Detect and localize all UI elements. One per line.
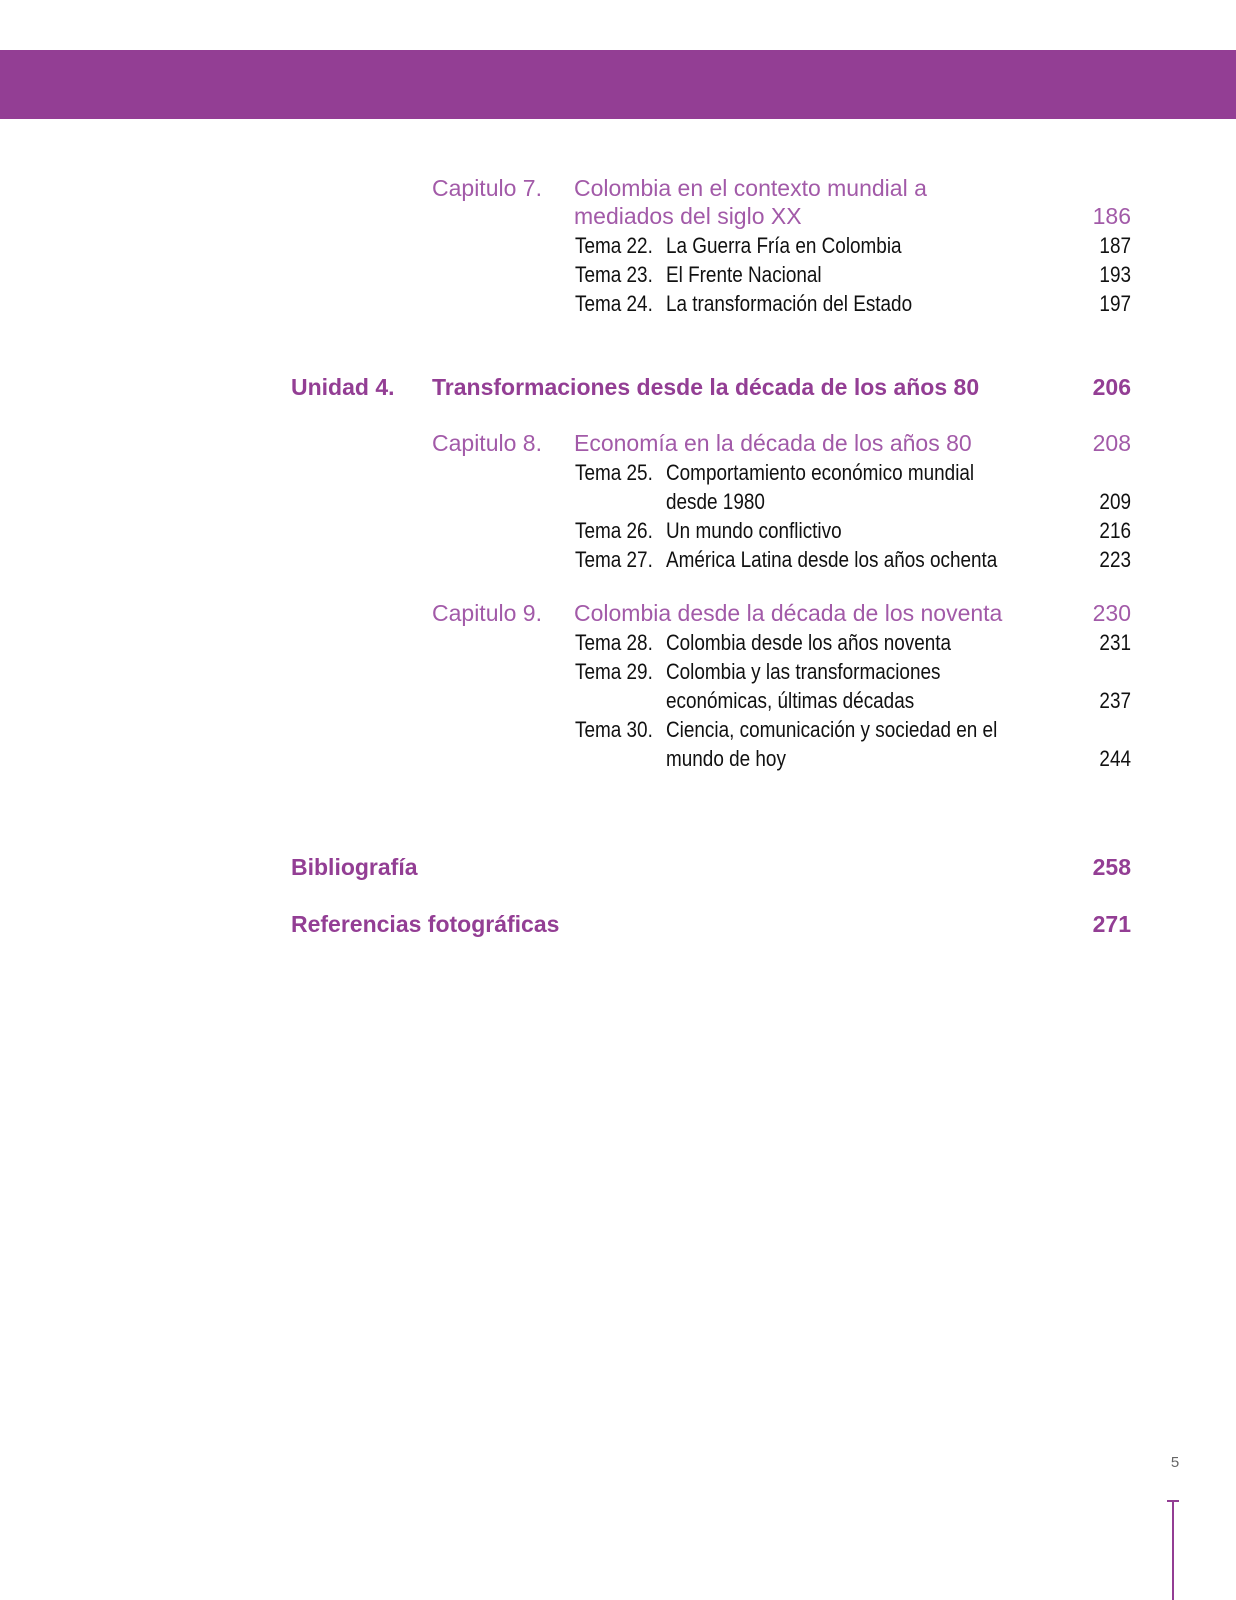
chapter-7-title-line1: Colombia en el contexto mundial a <box>574 175 927 201</box>
tema-25-label: Tema 25. <box>575 460 653 485</box>
tema-25-title-line2: desde 1980 <box>666 489 765 514</box>
photo-references-title: Referencias fotográficas <box>291 911 560 937</box>
tema-22-label: Tema 22. <box>575 233 653 258</box>
tema-28-title: Colombia desde los años noventa <box>666 630 952 655</box>
tema-26-label: Tema 26. <box>575 518 653 543</box>
chapter-8-title: Economía en la década de los años 80 <box>574 430 972 456</box>
page-number: 5 <box>1170 1454 1180 1471</box>
tema-24-title: La transformación del Estado <box>666 291 913 316</box>
tema-27-label: Tema 27. <box>575 547 653 572</box>
unit-4-page: 206 <box>1092 374 1131 400</box>
tema-23-label: Tema 23. <box>575 262 653 287</box>
unit-4-title: Transformaciones desde la década de los años 80 <box>432 374 980 400</box>
tema-29-title-line2: económicas, últimas décadas <box>666 688 915 713</box>
bibliography-title: Bibliografía <box>291 854 418 880</box>
tema-30-title-line2: mundo de hoy <box>666 746 786 771</box>
tema-25-page: 209 <box>1099 489 1131 514</box>
chapter-9-title: Colombia desde la década de los noventa <box>574 600 1003 626</box>
chapter-8-page: 208 <box>1092 430 1131 456</box>
tema-30-page: 244 <box>1099 746 1131 771</box>
tema-29-page: 237 <box>1099 688 1131 713</box>
tema-30-label: Tema 30. <box>575 717 653 742</box>
header-band <box>0 50 1236 119</box>
chapter-7-page: 186 <box>1092 203 1131 229</box>
tema-23-title: El Frente Nacional <box>666 262 822 287</box>
chapter-9-page: 230 <box>1092 600 1131 626</box>
tema-29-label: Tema 29. <box>575 659 653 684</box>
tema-22-title: La Guerra Fría en Colombia <box>666 233 902 258</box>
chapter-7-title-line2: mediados del siglo XX <box>574 203 802 229</box>
unit-4-label: Unidad 4. <box>291 374 395 400</box>
tema-26-title: Un mundo conflictivo <box>666 518 842 543</box>
chapter-7-label: Capitulo 7. <box>432 175 542 201</box>
tema-22-page: 187 <box>1099 233 1131 258</box>
photo-references-page: 271 <box>1092 911 1131 937</box>
margin-rule <box>1172 1501 1174 1600</box>
tema-28-label: Tema 28. <box>575 630 653 655</box>
tema-26-page: 216 <box>1099 518 1131 543</box>
tema-25-title-line1: Comportamiento económico mundial <box>666 460 975 485</box>
tema-29-title-line1: Colombia y las transformaciones <box>666 659 941 684</box>
tema-27-page: 223 <box>1099 547 1131 572</box>
tema-24-page: 197 <box>1099 291 1131 316</box>
tema-24-label: Tema 24. <box>575 291 653 316</box>
tema-23-page: 193 <box>1099 262 1131 287</box>
chapter-8-label: Capitulo 8. <box>432 430 542 456</box>
chapter-9-label: Capitulo 9. <box>432 600 542 626</box>
tema-30-title-line1: Ciencia, comunicación y sociedad en el <box>666 717 998 742</box>
tema-27-title: América Latina desde los años ochenta <box>666 547 998 572</box>
tema-28-page: 231 <box>1099 630 1131 655</box>
bibliography-page: 258 <box>1092 854 1131 880</box>
